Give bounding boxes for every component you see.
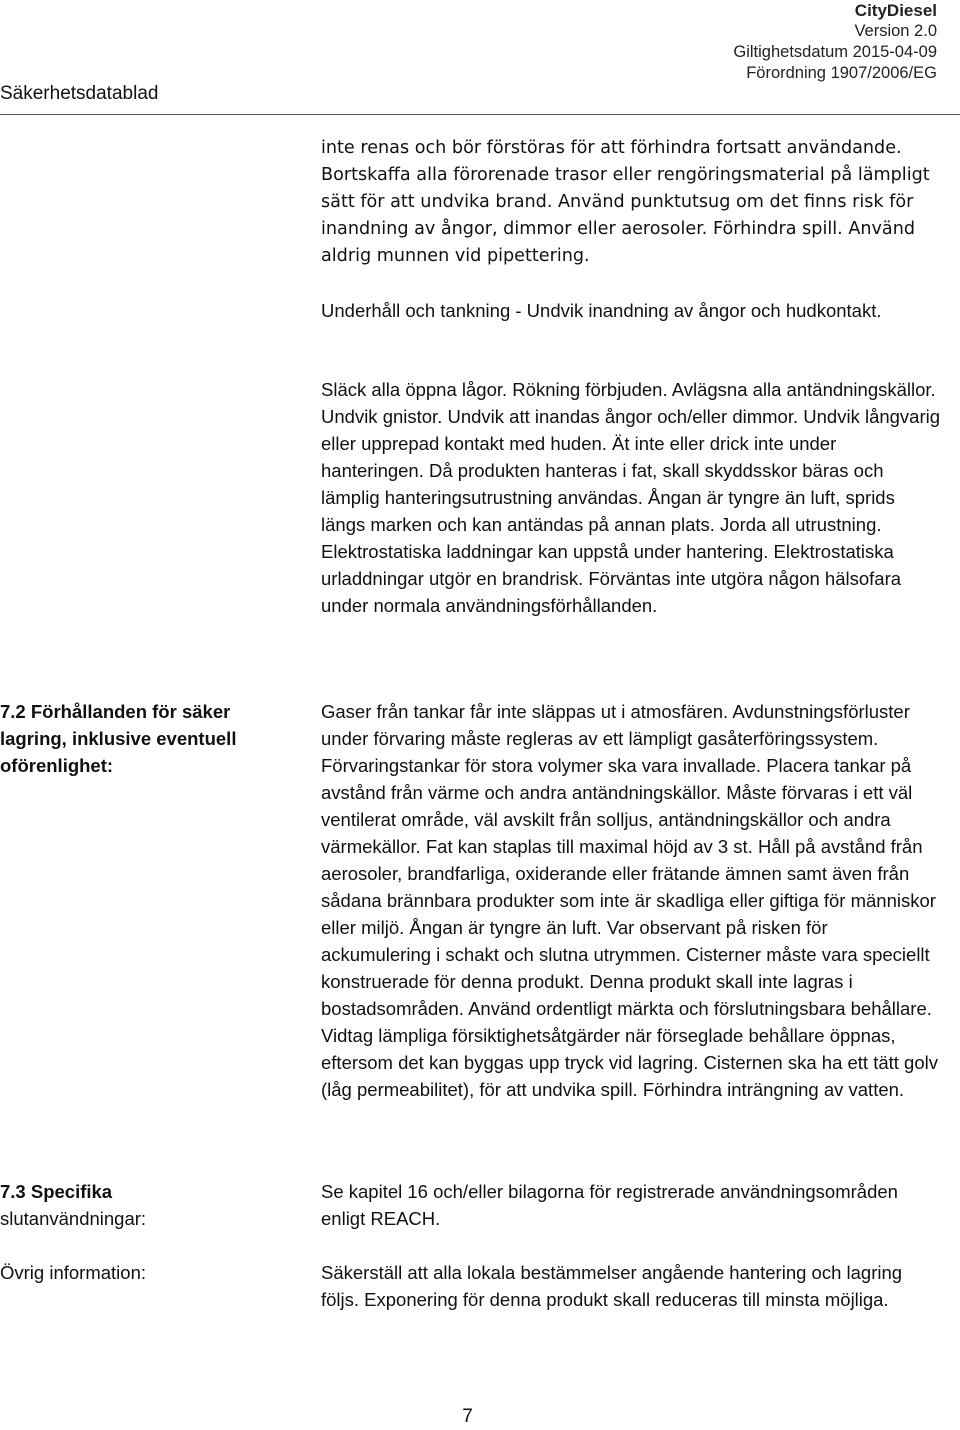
section-7-3-number: 7.3 Specifika [0,1181,113,1202]
section-7-3-heading [0,1178,260,1232]
document-header-info [733,0,937,84]
version-label: Version 2.0 [854,22,937,40]
header-divider [0,114,960,115]
product-name: CityDiesel [854,1,937,20]
other-information-heading: Övrig information: [0,1262,146,1283]
section-7-3-title: slutanvändningar: [0,1208,147,1229]
section-7-2-heading: 7.2 Förhållanden för säker lagring, inklusive eventuell oförenlighet: [0,701,237,776]
validity-date: Giltighetsdatum 2015-04-09 [733,43,937,61]
page-number: 7 [462,1406,473,1427]
other-information-text: Säkerställ att alla lokala bestämmelser angående hantering och lagring följs. Exponering för denna produkt skall reduceras till minsta möjliga. [321,1262,903,1310]
document-title: Säkerhetsdatablad [0,83,159,104]
handling-text: Släck alla öppna lågor. Rökning förbjuden. Avlägsna alla antändningskällor. Undvik gnistor. Undvik att inandas ångor och/eller dimmor. Undvik långvarig eller upprepad kontakt med huden. Ät inte eller drick inte under hanteringen. Då produkten hanteras i fat, skall skyddsskor bäras och lämplig hanteringsutrustning användas. Ångan är tyngre än luft, sprids längs marken och kan antändas på annan plats. Jorda all utrustning. Elektrostatiska laddningar kan uppstå under hantering. Elektrostatiska urladdningar utgör en brandrisk. Förväntas inte utgöra någon hälsofara under normala användningsförhållanden. [321,379,941,616]
regulation-label: Förordning 1907/2006/EG [746,64,937,82]
section-7-3-text: Se kapitel 16 och/eller bilagorna för registrerade användningsområden enligt REACH. [321,1181,898,1229]
maintenance-text: Underhåll och tankning - Undvik inandning av ångor och hudkontakt. [321,300,882,321]
continued-precautions-text: inte renas och bör förstöras för att förhindra fortsatt användande. Bortskaffa alla förorenade trasor eller rengöringsmaterial på lämpligt sätt för att undvika brand. Använd punktutsug om det finns risk för inandning av ångor, dimmor eller aerosoler. Förhindra spill. Använd aldrig munnen vid pipettering. [321,138,930,266]
section-7-2-text: Gaser från tankar får inte släppas ut i atmosfären. Avdunstningsförluster under förvaring måste regleras av ett lämpligt gasåterföringssystem. Förvaringstankar för stora volymer ska vara invallade. Placera tankar på avstånd från värme och andra antändningskällor. Måste förvaras i ett väl ventilerat område, väl avskilt från solljus, antändningskällor och andra värmekällor. Fat kan staplas till maximal höjd av 3 st. Håll på avstånd från aerosoler, brandfarliga, oxiderande eller frätande ämnen samt även från sådana brännbara produkter som inte är skadliga eller giftiga för människor eller miljö. Ångan är tyngre än luft. Var observant på risken för ackumulering i schakt och slutna utrymmen. Cisterner måste vara speciellt konstruerade för denna produkt. Denna produkt skall inte lagras i bostadsområden. Använd ordentligt märkta och förslutningsbara behållare. Vidtag lämpliga försiktighetsåtgärder när förseglade behållare öppnas, eftersom det kan byggas upp tryck vid lagring. Cisternen ska ha ett tätt golv (låg permeabilitet), för att undvika spill. Förhindra inträngning av vatten. [321,701,938,1100]
